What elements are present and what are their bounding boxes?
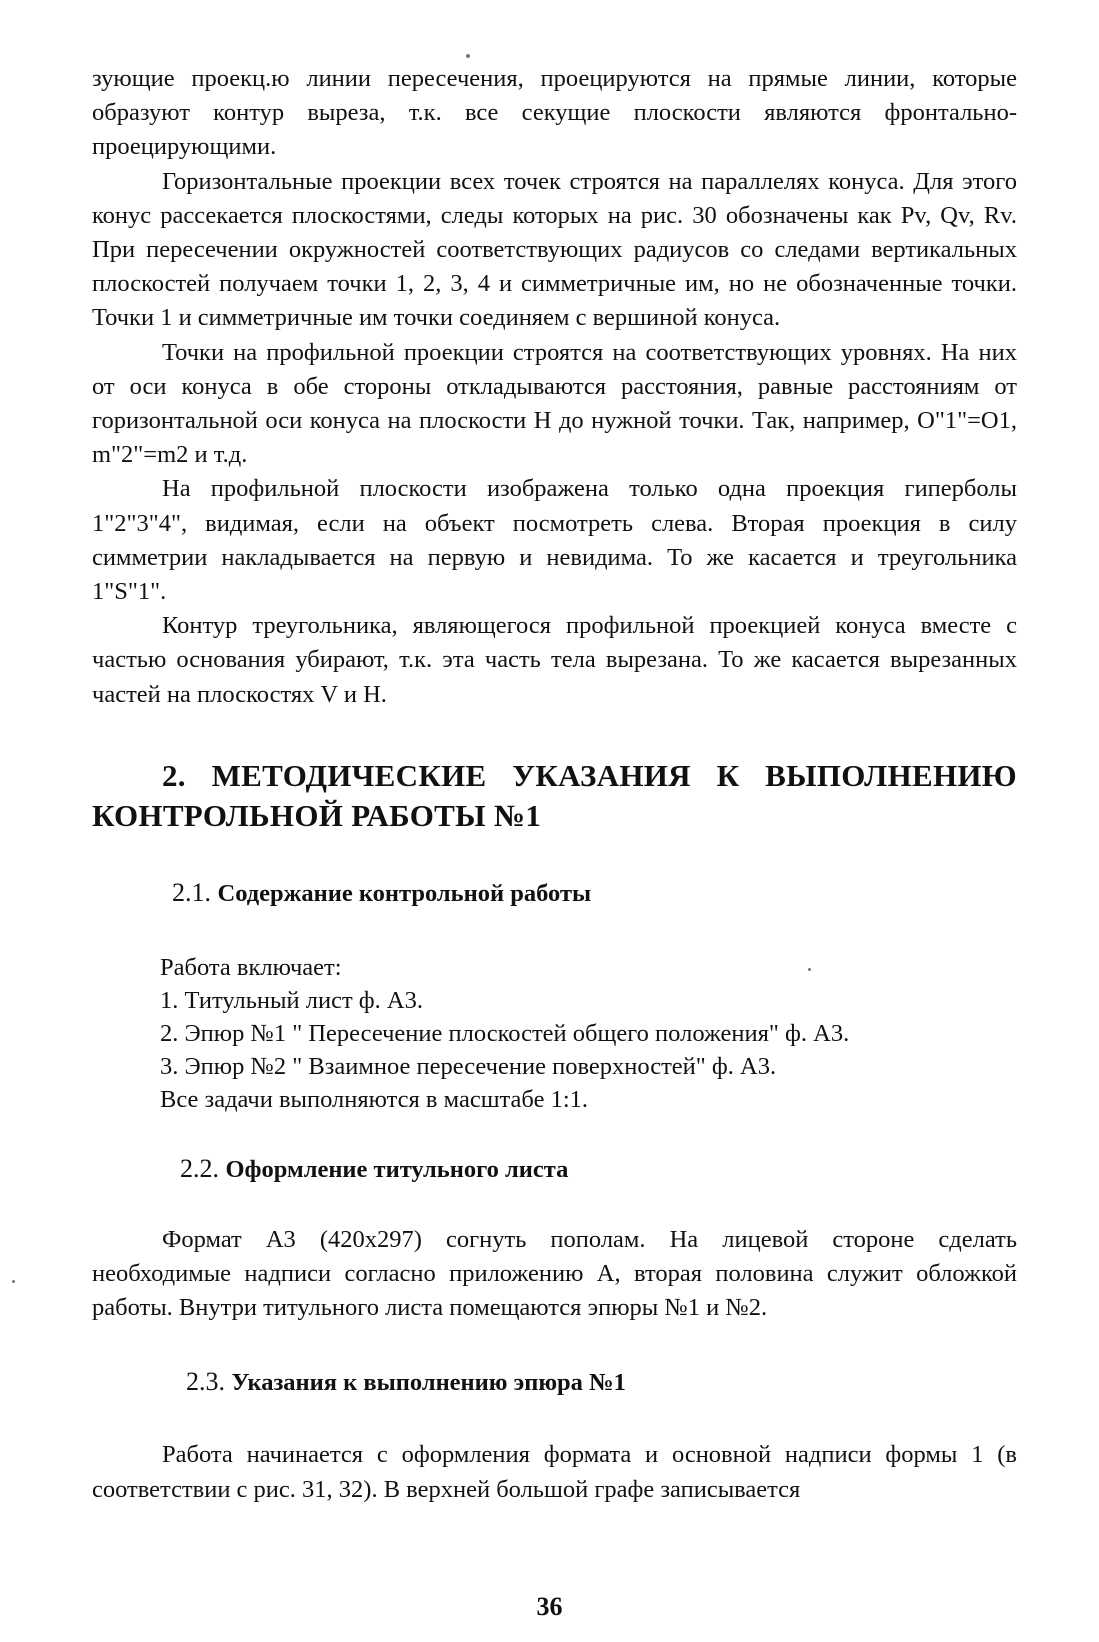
- section-heading: 2. МЕТОДИЧЕСКИЕ УКАЗАНИЯ К ВЫПОЛНЕНИЮ КОНТРОЛЬНОЙ РАБОТЫ №1: [92, 757, 1017, 833]
- scan-speck: [466, 54, 470, 58]
- subsection-heading-2-1: [172, 876, 1017, 911]
- contents-list-block: [160, 951, 1017, 1116]
- list-outro: Все задачи выполняются в масштабе 1:1.: [160, 1085, 589, 1113]
- list-intro: Работа включает:: [160, 953, 342, 981]
- scan-speck: [808, 968, 811, 971]
- paragraph-triangle-contour: Контур треугольника, являющегося профильной проекцией конуса вместе с частью основания убирают, т.к. эта часть тела вырезана. То же касается вырезанных частей на плоскостях V и Н.: [92, 612, 1017, 708]
- paragraph-horizontal-projections: Горизонтальные проекции всех точек строятся на параллелях конуса. Для этого конус рассекается плоскостями, следы которых на рис. 30 обозначены как Pv, Qv, Rv. При пересечении окружностей соответствующих радиусов со следами вертикальных плоскостей получаем точки 1, 2, 3, 4 и симметричные им, но не обозначенные точки. Точки 1 и симметричные им точки соединяем с вершиной конуса.: [92, 167, 1017, 332]
- subsection-title: Оформление титульного листа: [225, 1155, 569, 1183]
- subsection-heading-2-2: [180, 1152, 1017, 1187]
- list-item: 1. Титульный лист ф. А3.: [160, 986, 423, 1014]
- subsection-number: 2.2.: [180, 1153, 219, 1183]
- page-number: 36: [536, 1592, 563, 1621]
- scan-speck: [12, 1280, 15, 1283]
- paragraph-continuation: зующие проекц.ю линии пересечения, проецируются на прямые линии, которые образуют контур выреза, т.к. все секущие плоскости являются фронтально-проецирующими.: [92, 65, 1017, 161]
- paragraph-hyperbola: На профильной плоскости изображена только одна проекция гиперболы 1"2"3"4", видимая, если на объект посмотреть слева. Вторая проекция в силу симметрии накладывается на первую и невидима. То же касается и треугольника 1"S"1".: [92, 475, 1017, 606]
- paragraph-profile-points: Точки на профильной проекции строятся на соответствующих уровнях. На них от оси конуса в обе стороны откладываются расстояния, равные расстояниям от горизонтальной оси конуса на плоскости Н до нужной точки. Так, например, О"1"=О1, m"2"=m2 и т.д.: [92, 338, 1017, 469]
- subsection-number: 2.1.: [172, 877, 211, 907]
- paragraph-title-sheet: Формат А3 (420х297) согнуть пополам. На лицевой стороне сделать необходимые надписи согласно приложению А, вторая половина служит обложкой работы. Внутри титульного листа помещаются эпюры №1 и №2.: [92, 1225, 1017, 1322]
- subsection-title: Содержание контрольной работы: [217, 879, 592, 907]
- page-body: [92, 62, 1017, 1507]
- list-item: 3. Эпюр №2 " Взаимное пересечение поверхностей" ф. А3.: [160, 1052, 777, 1080]
- subsection-title: Указания к выполнению эпюра №1: [231, 1369, 626, 1397]
- list-item: 2. Эпюр №1 " Пересечение плоскостей общего положения" ф. А3.: [160, 1019, 850, 1047]
- subsection-number: 2.3.: [186, 1367, 225, 1397]
- subsection-heading-2-3: [186, 1365, 1017, 1400]
- paragraph-epure-instructions: Работа начинается с оформления формата и основной надписи формы 1 (в соответствии с рис. 31, 32). В верхней большой графе записывается: [92, 1441, 1017, 1503]
